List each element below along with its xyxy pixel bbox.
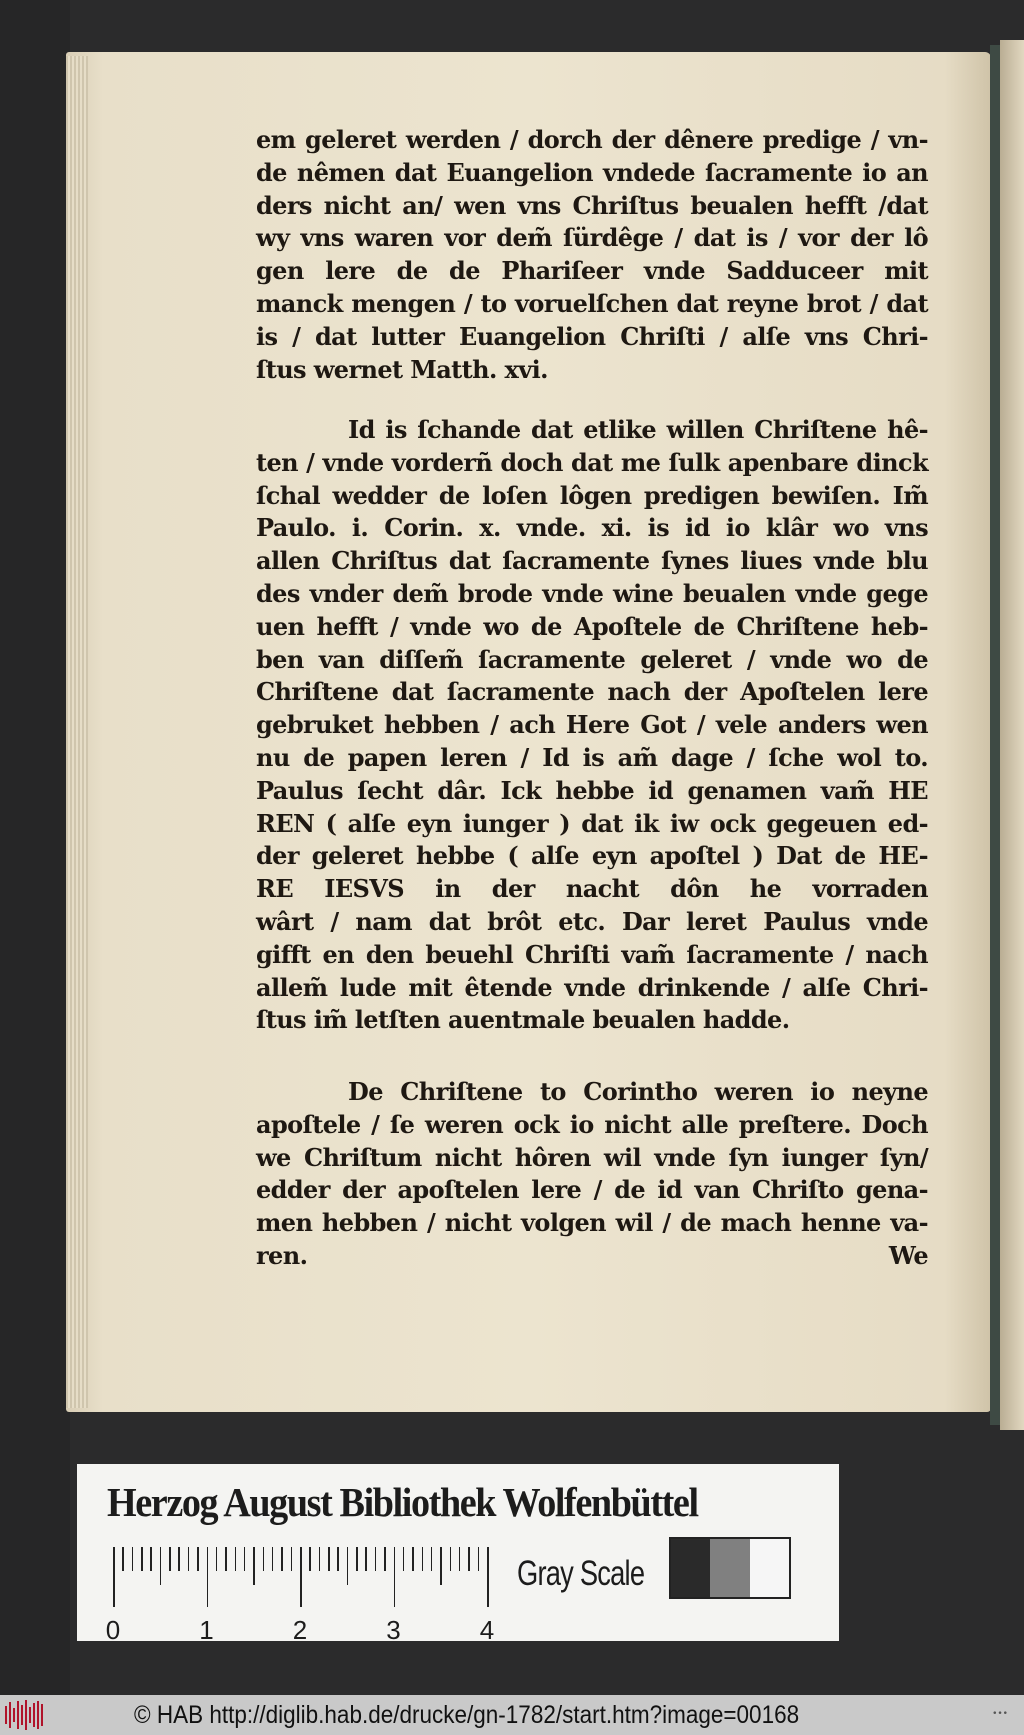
text-line: REN ( alſe eyn iunger ) dat ik iw ock gegeuen ed- <box>256 808 928 838</box>
ruler-tick <box>132 1547 134 1571</box>
text-line: manck mengen / to voruelſchen dat reyne brot / dat <box>256 288 928 318</box>
ruler-tick <box>281 1547 283 1571</box>
ruler-label: 4 <box>479 1615 495 1645</box>
text-line: wârt / nam dat brôt etc. Dar leret Paulus vnde <box>256 906 928 936</box>
paragraph-1 <box>256 124 928 386</box>
text-line: wy vns waren vor dem̃ ſürdêge / dat is / vor der lô <box>256 223 928 253</box>
scale-card <box>77 1464 839 1645</box>
ruler-tick <box>169 1547 171 1571</box>
ruler-tick <box>347 1547 349 1585</box>
text-line: gen lere de de Phariſeer vnde Sadduceer mit <box>256 256 928 286</box>
ruler-tick <box>337 1547 339 1571</box>
text-line: em geleret werden / dorch der dênere predige / vn- <box>256 125 928 154</box>
ruler-tick <box>150 1547 152 1571</box>
text-line: nu de papen leren / Id is am̃ dage / ſche wol to. <box>256 742 928 772</box>
text-line: ſtus im̃ letſten auentmale beualen hadde. <box>256 1005 790 1035</box>
text-line: uen hefft / vnde wo de Apoſtele de Chriſtene heb- <box>256 611 928 641</box>
text-line: ſchal wedder de loſen lôgen predigen bewiſen. Im̃ <box>256 480 928 510</box>
text-line: RE IESVS in der nacht dôn he vorraden <box>256 874 928 904</box>
page-edges <box>66 56 88 1408</box>
text-line: allem̃ lude mit êtende vnde drinkende / alſe Chri- <box>256 972 928 1002</box>
text-line: Id is ſchande dat etlike willen Chriſtene hê- <box>348 415 928 444</box>
ruler-tick <box>253 1547 255 1585</box>
text-line: Paulo. i. Corin. x. vnde. xi. is id io klâr wo vns <box>256 513 928 543</box>
ruler-tick <box>235 1547 237 1571</box>
hab-logo-icon <box>5 1700 45 1730</box>
ruler-tick <box>197 1547 199 1571</box>
ruler-tick <box>122 1547 124 1571</box>
text-line: edder der apoſtelen lere / de id van Chriſto gena- <box>256 1175 928 1205</box>
gray-swatch <box>750 1539 789 1597</box>
footer-bar <box>0 1695 1024 1735</box>
ruler-label: 2 <box>292 1615 308 1645</box>
text-line: der geleret hebbe ( alſe eyn apoſtel ) Dat de HE- <box>256 841 928 871</box>
text-line: is / dat lutter Euangelion Chriſti / alſe vns Chri- <box>256 321 928 351</box>
source-url[interactable]: © HAB http://diglib.hab.de/drucke/gn-1782/start.htm?image=00168 <box>134 1701 800 1729</box>
paragraph-3 <box>256 1076 928 1273</box>
ruler-tick <box>394 1547 396 1607</box>
ruler-label: 1 <box>199 1615 214 1645</box>
ruler-tick <box>319 1547 321 1571</box>
gray-swatch <box>710 1539 749 1597</box>
text-line: ten / vnde vorderñ doch dat me ſulk apenbare dinck <box>256 447 928 477</box>
ruler-tick <box>328 1547 330 1571</box>
ruler-tick <box>459 1547 461 1571</box>
ruler-label: 3 <box>386 1615 401 1645</box>
background <box>0 0 70 1695</box>
text-line: apoſtele / ſe weren ock io nicht alle preſtere. Doch <box>256 1109 928 1139</box>
text-line: ben van diſſem̃ ſacramente geleret / vnde wo de <box>256 644 928 674</box>
ruler-tick <box>263 1547 265 1571</box>
ruler-tick <box>300 1547 302 1607</box>
ruler-tick <box>375 1547 377 1571</box>
facing-page-edge <box>1000 40 1024 1430</box>
ruler-tick <box>216 1547 218 1571</box>
ruler-label: 0 <box>105 1615 121 1645</box>
ruler-tick <box>450 1547 452 1571</box>
library-title: Herzog August Bibliothek Wolfenbüttel <box>107 1479 698 1525</box>
ruler-tick <box>207 1547 209 1607</box>
ruler-tick <box>422 1547 424 1571</box>
ruler-tick <box>291 1547 293 1571</box>
ruler-tick <box>309 1547 311 1571</box>
text-line: De Chriſtene to Corintho weren io neyne <box>348 1077 928 1106</box>
ruler-tick <box>141 1547 143 1571</box>
text-line: ſtus wernet Matth. xvi. <box>256 354 548 384</box>
text-line: allen Chriſtus dat ſacramente ſynes liues vnde blu <box>256 546 928 576</box>
text-line: des vnder dem̃ brode vnde wine beualen vnde gege <box>256 578 928 608</box>
paragraph-2 <box>256 414 928 1037</box>
gray-scale-label: Gray Scale <box>517 1554 645 1593</box>
ruler-tick <box>356 1547 358 1571</box>
ruler-tick <box>244 1547 246 1571</box>
text-line: Paulus ſecht dâr. Ick hebbe id genamen vam̃ HE <box>256 775 928 805</box>
ruler-tick <box>487 1547 489 1607</box>
text-line: ders nicht an/ wen vns Chriſtus beualen hefft /dat <box>256 190 928 220</box>
gray-swatch <box>671 1539 710 1597</box>
ruler-tick <box>440 1547 442 1585</box>
ruler-tick <box>478 1547 480 1571</box>
text-line: de nêmen dat Euangelion vndede ſacramente io an <box>256 157 928 187</box>
ruler <box>105 1547 513 1645</box>
ruler-tick <box>431 1547 433 1571</box>
text-line: Chriſtene dat ſacramente nach der Apoſtelen lere <box>256 677 928 707</box>
text-line: we Chriſtum nicht hôren wil vnde ſyn iunger ſyn/ <box>256 1142 928 1172</box>
text-line: gebruket hebben / ach Here Got / vele anders wen <box>256 710 928 740</box>
ruler-tick <box>225 1547 227 1571</box>
ruler-tick <box>412 1547 414 1571</box>
text-line: ren. <box>256 1240 308 1270</box>
ruler-tick <box>272 1547 274 1571</box>
text-line: men hebben / nicht volgen wil / de mach henne va- <box>256 1208 928 1238</box>
ruler-tick <box>188 1547 190 1571</box>
catchword: We <box>888 1240 928 1270</box>
ruler-tick <box>178 1547 180 1571</box>
ruler-tick <box>113 1547 115 1607</box>
ruler-tick <box>468 1547 470 1571</box>
more-icon[interactable]: ••• <box>992 1709 1008 1719</box>
ruler-tick <box>365 1547 367 1571</box>
text-line: gifft en den beuehl Chriſti vam̃ ſacramente / nach <box>256 939 928 969</box>
ruler-tick <box>384 1547 386 1571</box>
ruler-tick <box>403 1547 405 1571</box>
gray-scale-swatch <box>669 1537 791 1599</box>
ruler-tick <box>160 1547 162 1585</box>
